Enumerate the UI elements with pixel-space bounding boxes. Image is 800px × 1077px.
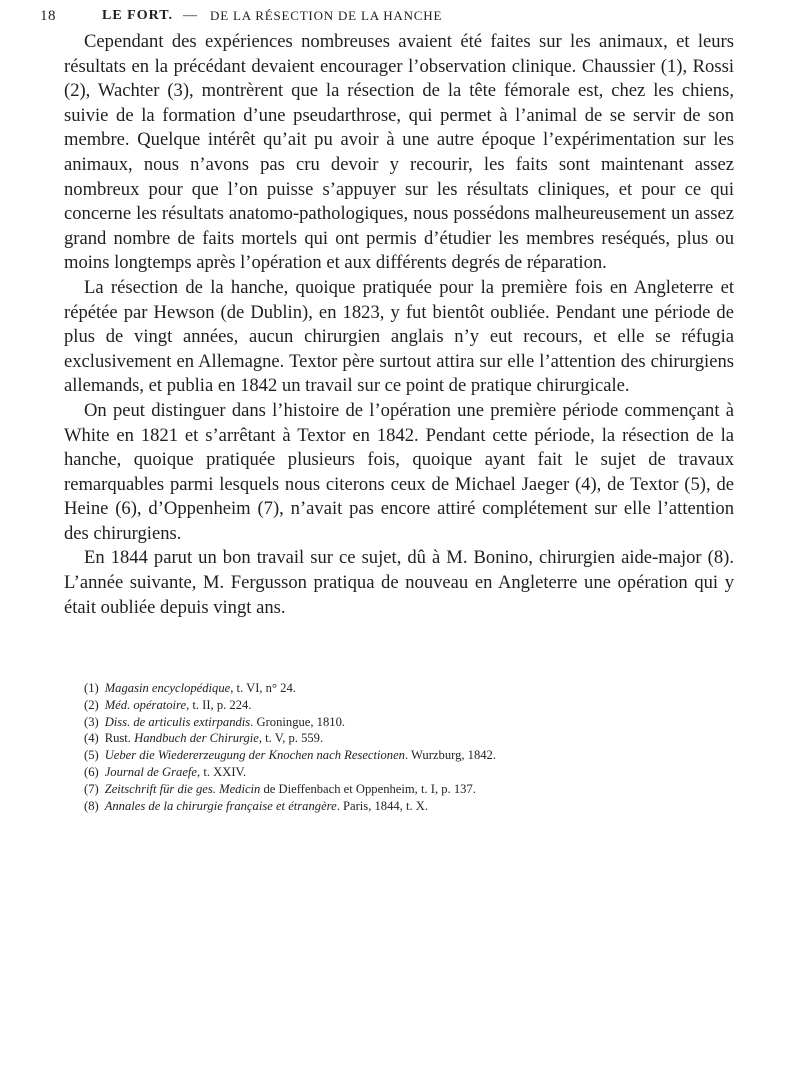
footnote	[84, 680, 744, 697]
footnote-rest: , t. II, p. 224.	[186, 697, 252, 712]
paragraph: Cependant des expériences nombreuses avaient été faites sur les animaux, et leurs résultats en la précédant devaient encourager l’observation clinique. Chaussier (1), Rossi (2), Wachter (3), montrèrent que la résection de la tête fémorale est, chez les chiens, suivie de la formation d’une pseudarthrose, qui permet à l’animal de se servir de son membre. Quelque intérêt qu’ait pu avoir à une autre époque l’expérimentation sur les animaux, nous n’avons pas cru devoir y recourir, les faits sont maintenant assez nombreux pour que l’on puisse s’appuyer sur les résultats cliniques, et pour ce qui concerne les résultats anatomo-pathologiques, nous possédons malheureusement un assez grand nombre de faits mortels qui ont permis d’étudier les membres reséqués, plus ou moins longtemps après l’opération et aux différents degrés de réparation.	[64, 31, 734, 274]
footnote-title: Journal de Graefe	[104, 764, 198, 779]
footnote-title: Handbuch der Chirurgie	[134, 731, 259, 746]
footnotes	[84, 680, 744, 814]
footnote-rest: . Paris, 1844, t. X.	[336, 798, 429, 813]
footnote-number: (1)	[84, 681, 99, 695]
footnote-rest: de Dieffenbach et Oppenheim, t. I, p. 137.	[260, 781, 476, 796]
footnote-title: Zeitschrift für die ges. Medicin	[104, 781, 261, 796]
header-separator: —	[183, 8, 198, 23]
footnote-title: Ueber die Wiedererzeugung der Knochen nach Resectionen	[104, 748, 405, 763]
footnote-number: (7)	[84, 781, 99, 796]
footnote-title: Annales de la chirurgie française et étrangère	[104, 798, 337, 813]
running-header	[40, 8, 740, 30]
footnote-rest: . Wurzburg, 1842.	[404, 748, 497, 763]
page-number: 18	[40, 8, 56, 24]
footnote-title: Méd. opératoire	[104, 697, 187, 712]
footnote-rest: , t. VI, n° 24.	[230, 681, 296, 695]
footnote	[84, 764, 744, 781]
footnote-rest: . Groningue, 1810.	[250, 714, 346, 729]
footnote-number: (8)	[84, 798, 99, 813]
footnote-rest: , t. XXIV.	[197, 764, 247, 779]
footnote-prefix: Rust.	[104, 731, 135, 746]
paragraph: En 1844 parut un bon travail sur ce sujet, dû à M. Bonino, chirurgien aide-major (8). L’année suivante, M. Fergusson pratiqua de nouveau en Angleterre une opération qui y était oubliée depuis vingt ans.	[64, 547, 734, 618]
running-title: DE LA RÉSECTION DE LA HANCHE	[210, 8, 443, 23]
footnote-number: (6)	[84, 764, 99, 779]
footnote-title: Diss. de articulis extirpandis	[104, 714, 251, 729]
footnote	[84, 798, 744, 815]
footnote	[84, 747, 744, 764]
footnote	[84, 697, 744, 714]
footnote-number: (3)	[84, 714, 99, 729]
footnote-rest: , t. V, p. 559.	[258, 731, 324, 746]
running-author: LE FORT.	[102, 8, 174, 23]
footnote	[84, 730, 744, 747]
footnote	[84, 714, 744, 731]
paragraph: On peut distinguer dans l’histoire de l’opération une première période commençant à White en 1821 et s’arrêtant à Textor en 1842. Pendant cette période, la résection de la hanche, quoique pratiquée plusieurs fois, quoique ayant fait le sujet de travaux remarquables parmi lesquels nous citerons ceux de Michael Jaeger (4), de Textor (5), de Heine (6), d’Oppenheim (7), n’avait pas encore attiré complétement sur elle l’attention des chirurgiens.	[64, 399, 734, 544]
footnote-number: (4)	[84, 731, 99, 746]
footnote-number: (5)	[84, 748, 99, 763]
body-text	[64, 30, 734, 620]
paragraph: La résection de la hanche, quoique pratiquée pour la première fois en Angleterre et répétée par Hewson (de Dublin), en 1823, y fut bientôt oubliée. Pendant une période de plus de vingt années, aucun chirurgien anglais n’y eut recours, et elle se réfugia exclusivement en Allemagne. Textor père surtout attira sur elle l’attention des chirurgiens allemands, et publia en 1842 un travail sur ce point de pratique chirurgicale.	[64, 276, 734, 397]
footnote	[84, 781, 744, 798]
footnote-title: Magasin encyclopédique	[104, 681, 231, 695]
footnote-number: (2)	[84, 697, 99, 712]
